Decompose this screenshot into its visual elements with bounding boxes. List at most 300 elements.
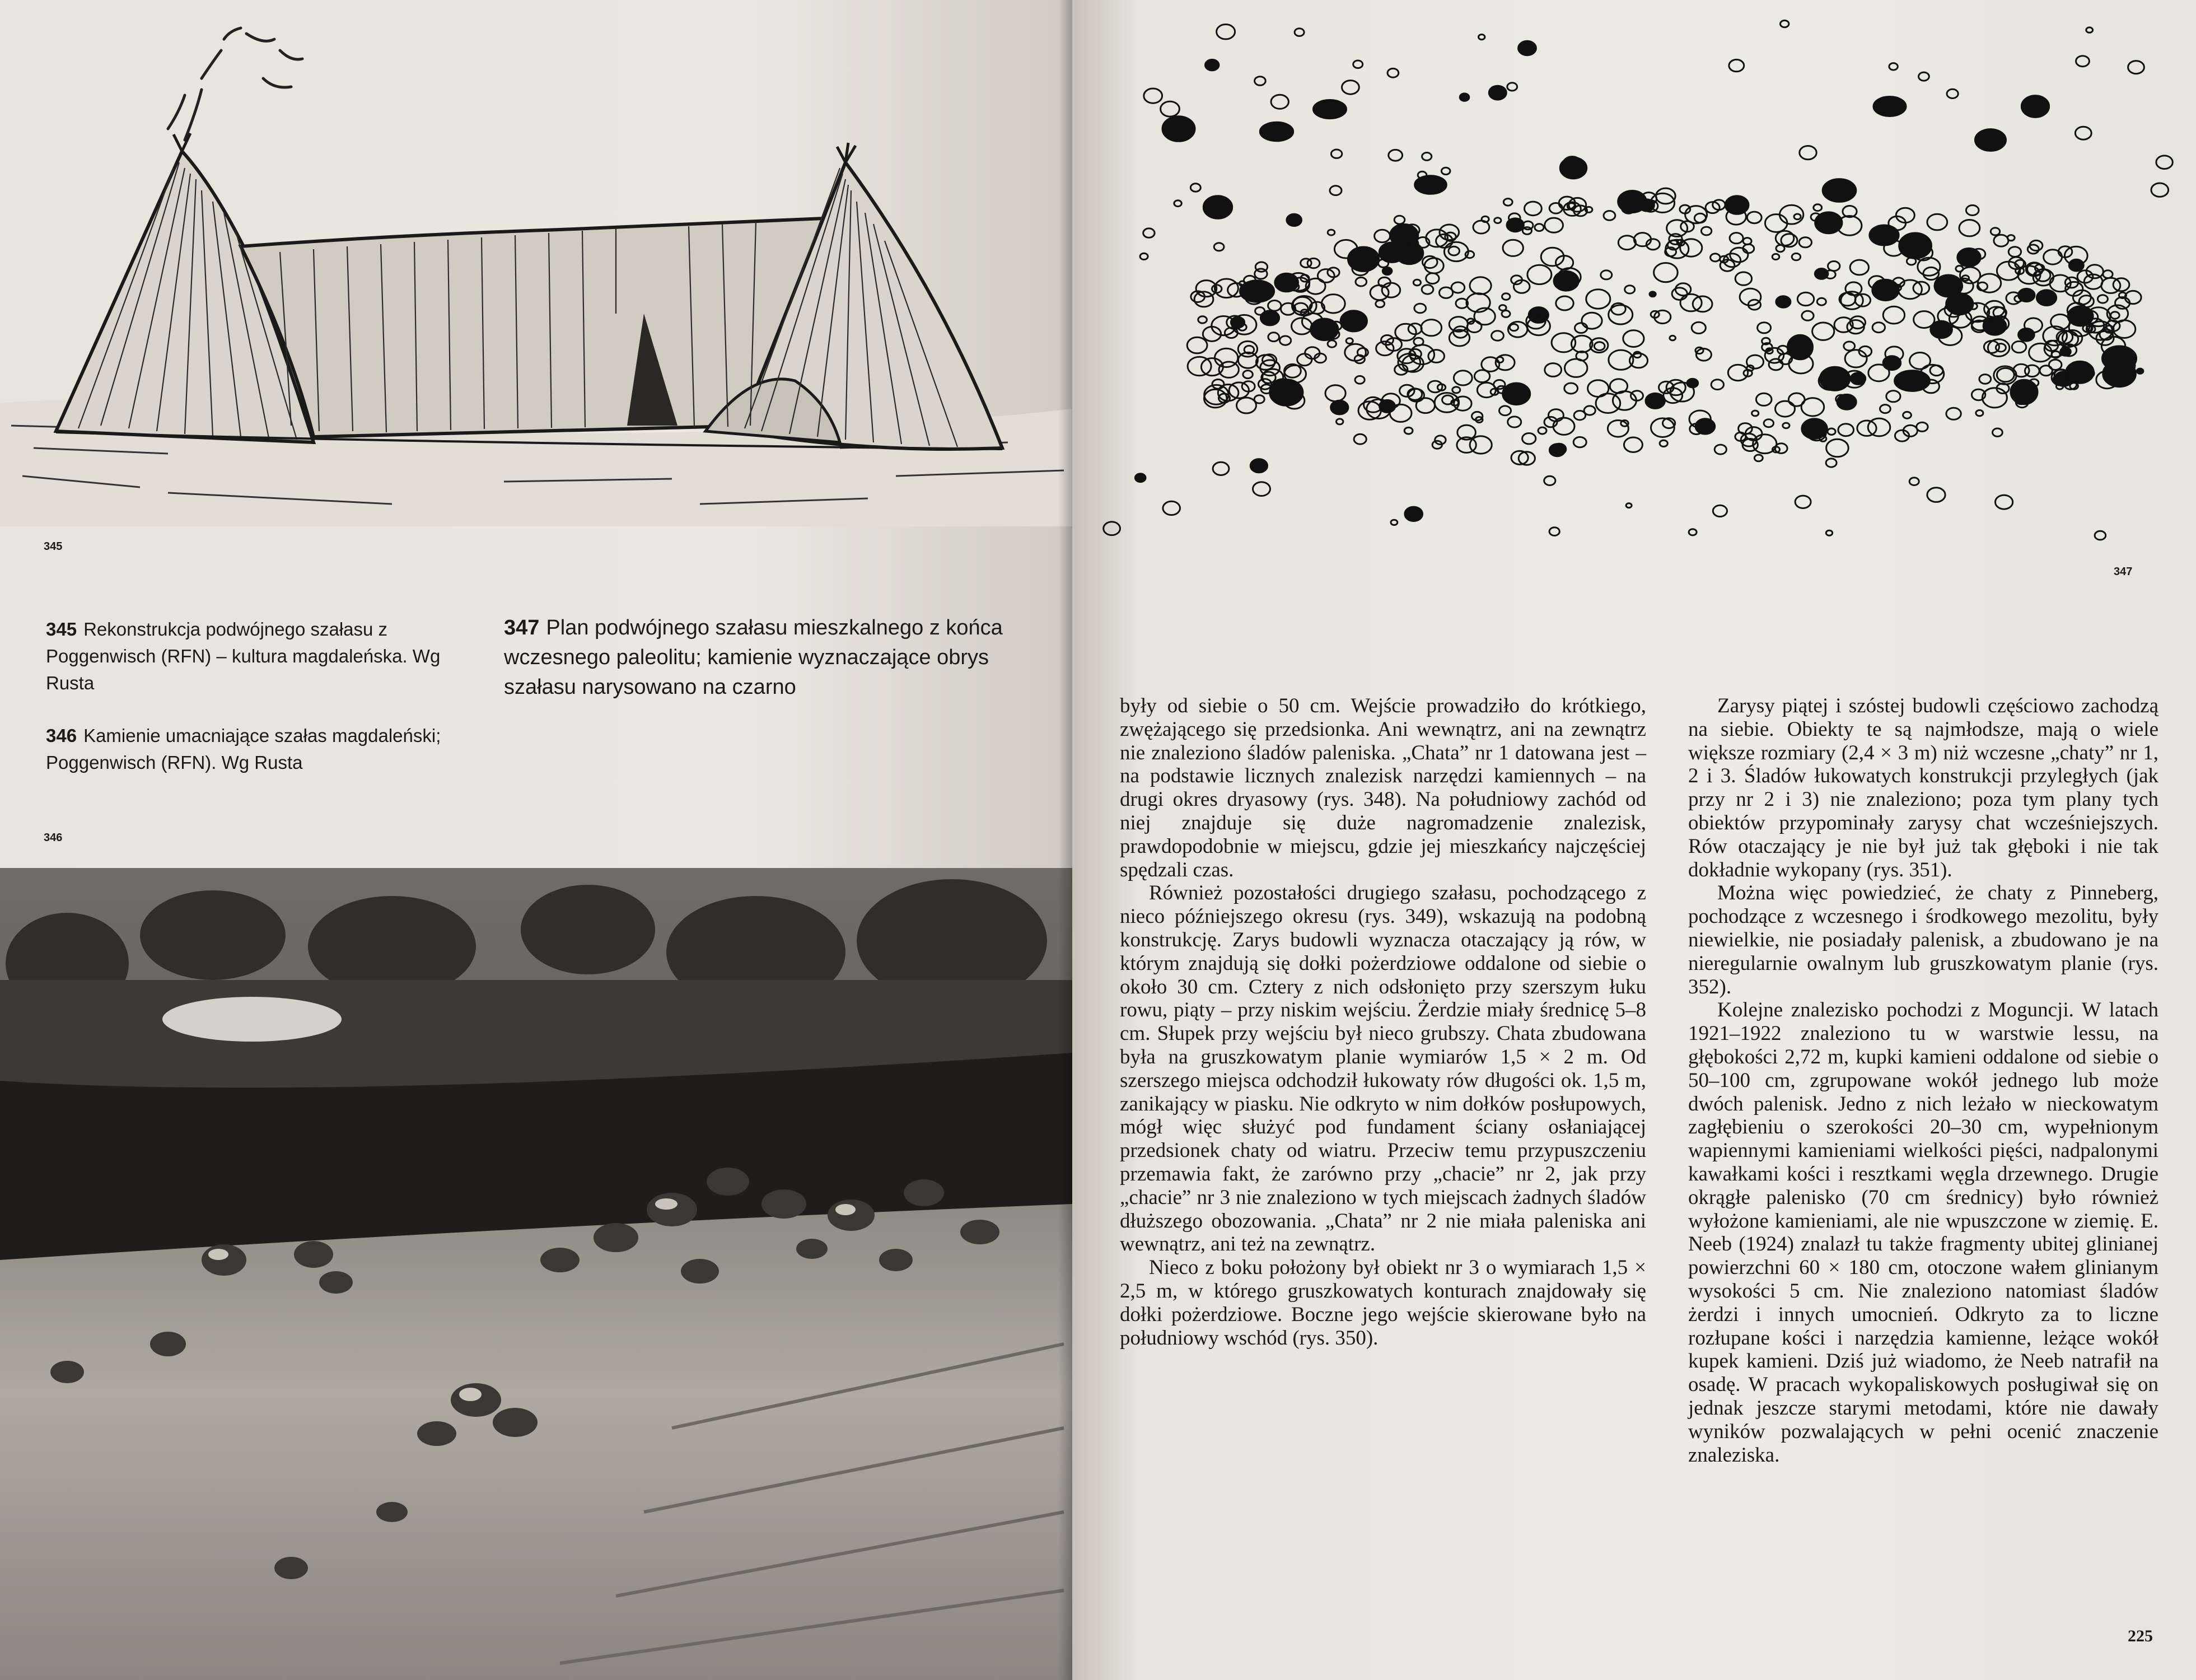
stone-mark (1753, 435, 1777, 454)
stone-mark (1713, 505, 1727, 516)
stone-mark (1772, 254, 1779, 259)
stone-mark (1214, 243, 1224, 251)
stone-mark (1237, 398, 1256, 413)
stone-mark (1391, 520, 1398, 525)
stone-mark (1623, 330, 1644, 347)
stone-mark (1472, 412, 1483, 420)
stone-mark (1701, 227, 1711, 235)
stone-mark (1317, 269, 1334, 283)
outline-stone-mark (1287, 214, 1302, 226)
stone-mark (1307, 258, 1320, 268)
outline-stone-mark (1135, 474, 1146, 482)
stone-mark (1752, 410, 1759, 416)
caption-347 (504, 613, 1030, 703)
stone-mark (1390, 404, 1412, 422)
stone-mark (1422, 285, 1433, 294)
stone-mark (1660, 440, 1667, 446)
stone-mark (1776, 245, 1784, 252)
stone-mark (2007, 235, 2015, 241)
outline-stone-mark (1883, 356, 1901, 370)
stone-mark (1527, 265, 1552, 284)
stone-mark (1268, 301, 1281, 311)
stone-mark (1582, 312, 1602, 329)
stone-mark (1441, 167, 1450, 174)
stone-mark (1553, 418, 1574, 435)
stone-mark (1479, 35, 1485, 40)
text-column-1 (1120, 694, 1646, 1350)
stone-mark (1889, 63, 1898, 70)
stone-mark (1421, 320, 1442, 336)
stone-mark (1728, 365, 1748, 380)
paragraph: Można więc powiedzieć, że chaty z Pinneberg, pochodzące z wczesnego i środkowego mezolitu, były niewielkie, nie posiadały palenisk, a zbudowano je na nieregularnie owalnym lub gruszkowatym planie (rys. 352). (1688, 881, 2158, 998)
stone-mark (1556, 296, 1573, 310)
outline-stone-mark (1646, 393, 1665, 408)
stone-mark (1795, 496, 1811, 508)
stone-mark (1442, 395, 1454, 404)
stone-mark (1321, 295, 1345, 313)
stone-mark (1584, 406, 1595, 415)
stone-mark (1342, 81, 1359, 95)
stone-mark (1414, 338, 1423, 346)
stone-mark (1801, 398, 1824, 416)
stone-mark (1428, 350, 1445, 363)
stone-mark (1499, 406, 1511, 416)
stone-mark (1454, 396, 1471, 410)
stone-mark (1947, 89, 1958, 98)
stone-mark (1525, 202, 1542, 216)
stone-mark (1215, 348, 1238, 367)
stone-mark (1997, 368, 2014, 382)
stone-mark (1337, 419, 1343, 424)
stone-mark (1502, 310, 1510, 317)
stone-mark (2097, 295, 2108, 303)
stone-mark (1735, 272, 1751, 285)
stone-mark (1297, 354, 1312, 366)
text-column-2 (1688, 694, 2158, 1467)
stone-mark (1305, 347, 1320, 359)
stone-mark (1503, 199, 1512, 206)
outline-stone-mark (1823, 179, 1856, 202)
stone-mark (1413, 279, 1421, 286)
stone-mark (2025, 365, 2039, 377)
stone-mark (1414, 304, 1426, 313)
stone-mark (1451, 282, 1465, 293)
stone-mark (1608, 421, 1628, 437)
stone-mark (1610, 379, 1627, 393)
stone-mark (1510, 324, 1518, 331)
outline-stone-mark (1379, 242, 1404, 263)
stone-mark (1426, 273, 1439, 284)
stone-mark (1549, 528, 1559, 536)
outline-stone-mark (1240, 281, 1274, 302)
stone-mark (2076, 56, 2090, 67)
outline-stone-mark (1348, 247, 1379, 271)
stone-mark (2151, 183, 2169, 197)
stone-mark (1880, 405, 1891, 413)
outline-stone-mark (1415, 176, 1447, 194)
stone-mark (1618, 236, 1636, 250)
outline-stone-mark (2102, 346, 2137, 371)
caption-346-text: Kamienie umacniające szałas magdaleński; Poggenwisch (RFN). Wg Rusta (46, 725, 441, 773)
stone-mark (1776, 401, 1795, 417)
excavation-photo (0, 868, 1072, 1680)
outline-stone-mark (2060, 348, 2071, 356)
stone-mark (1573, 437, 1586, 447)
stone-mark (1454, 371, 1472, 385)
stone-mark (1565, 359, 1587, 377)
stone-mark (1502, 293, 1510, 300)
stone-mark (1253, 482, 1270, 496)
stone-mark (1886, 391, 1900, 402)
stone-mark (1946, 408, 1961, 419)
stone-mark (1844, 342, 1855, 351)
stone-mark (1792, 253, 1800, 260)
outline-stone-mark (1507, 218, 1524, 232)
outline-stone-mark (2019, 329, 2035, 342)
stone-mark (1828, 428, 1835, 435)
stone-mark (1991, 228, 1999, 235)
outline-stone-mark (2021, 96, 2049, 118)
stone-mark (1781, 21, 1789, 27)
stone-mark (1376, 300, 1385, 307)
stone-mark (2012, 341, 2026, 352)
outline-stone-mark (1549, 444, 1565, 456)
stone-mark (2113, 278, 2129, 291)
stone-mark (1828, 262, 1840, 271)
stone-mark (1729, 59, 1744, 71)
stone-mark (1797, 292, 1814, 306)
stone-mark (1730, 233, 1743, 244)
stone-mark (1776, 231, 1794, 245)
stone-mark (1564, 383, 1578, 394)
caption-345-number: 345 (46, 619, 77, 640)
stone-mark (1838, 424, 1854, 436)
stone-mark (1993, 428, 2003, 436)
stone-mark (1588, 380, 1609, 397)
stone-mark (1730, 248, 1748, 262)
stone-mark (1783, 423, 1789, 428)
outline-stone-mark (2137, 368, 2143, 374)
caption-347-number: 347 (504, 616, 540, 640)
double-hut-illustration (0, 0, 1072, 526)
stone-mark (1765, 214, 1787, 232)
stone-mark (2040, 366, 2052, 376)
outline-stone-mark (1851, 373, 1865, 385)
outline-stone-mark (1260, 122, 1293, 141)
stone-mark (1872, 323, 1885, 333)
stone-mark (1161, 101, 1180, 116)
outline-stone-mark (1975, 129, 2006, 151)
stone-mark (1190, 184, 1200, 192)
outline-stone-mark (1872, 279, 1899, 300)
stone-mark (1826, 459, 1837, 467)
stone-mark (1626, 503, 1632, 508)
outline-stone-mark (1405, 507, 1423, 521)
stone-mark (1624, 437, 1642, 452)
stone-mark (1163, 501, 1180, 515)
outline-stone-mark (1162, 116, 1195, 142)
stone-mark (1903, 412, 1912, 418)
stone-mark (1424, 258, 1443, 273)
stone-mark (2101, 278, 2120, 293)
caption-345-text: Rekonstrukcja podwójnego szałasu z Poggenwisch (RFN) – kultura magdaleńska. Wg Rusta (46, 619, 441, 693)
left-page (0, 0, 1072, 1680)
outline-stone-mark (1695, 419, 1715, 434)
stone-mark (1927, 488, 1945, 502)
stone-mark (1680, 239, 1702, 256)
stone-mark (1959, 220, 1980, 236)
stone-mark (1508, 417, 1521, 427)
stone-mark (1452, 387, 1460, 393)
outline-stone-mark (1554, 271, 1578, 291)
caption-345 (46, 616, 471, 697)
stone-mark (1747, 212, 1762, 223)
stone-mark (1756, 393, 1772, 405)
stone-mark (1295, 29, 1304, 36)
right-page (1072, 0, 2196, 1680)
stone-mark (1919, 72, 1929, 81)
stone-mark (1656, 188, 1675, 204)
stone-mark (2044, 250, 2062, 264)
outline-stone-mark (1206, 59, 1219, 70)
stone-mark (1325, 385, 1345, 402)
stone-mark (1775, 444, 1787, 454)
stone-mark (1845, 282, 1862, 295)
stone-mark (1494, 218, 1501, 223)
stone-mark (1416, 398, 1435, 413)
stone-mark (1613, 391, 1636, 410)
stone-mark (1826, 439, 1849, 457)
stone-mark (1799, 237, 1811, 248)
stone-mark (1740, 288, 1761, 305)
stone-mark (1629, 353, 1647, 368)
stone-mark (1255, 262, 1267, 272)
stone-mark (1356, 277, 1367, 286)
stone-mark (1812, 323, 1834, 340)
outline-stone-mark (1382, 267, 1392, 274)
stone-mark (2128, 61, 2144, 74)
stone-mark (1376, 342, 1394, 356)
stone-mark (1104, 522, 1120, 535)
stone-mark (1254, 395, 1264, 403)
stone-mark (1794, 214, 1801, 220)
stone-mark (1522, 433, 1536, 444)
stone-mark (1966, 206, 1979, 216)
stone-mark (1331, 150, 1342, 158)
stone-mark (1930, 365, 1943, 375)
stone-mark (1826, 530, 1832, 535)
stone-mark (1394, 216, 1405, 224)
outline-stone-mark (1618, 191, 1647, 213)
stone-mark (1174, 200, 1181, 207)
stone-mark (1213, 462, 1229, 475)
stone-mark (1375, 230, 1390, 242)
stone-mark (1711, 380, 1723, 390)
stone-mark (1370, 285, 1389, 300)
outline-stone-mark (2011, 380, 2038, 404)
stone-mark (1956, 266, 1963, 272)
stone-mark (1984, 341, 1999, 353)
stone-mark (1494, 380, 1505, 389)
stone-mark (2156, 156, 2172, 169)
stone-mark (1243, 371, 1253, 379)
outline-stone-mark (1460, 94, 1469, 101)
stone-mark (1492, 331, 1504, 340)
stone-mark (1330, 186, 1342, 195)
stone-mark (1256, 355, 1274, 370)
stone-mark (2029, 343, 2052, 362)
stone-mark (1544, 476, 1555, 485)
stone-mark (1868, 418, 1890, 436)
outline-stone-mark (1489, 86, 1506, 100)
stone-mark (1187, 337, 1207, 353)
figure-345-number: 345 (44, 540, 63, 553)
caption-347-text: Plan podwójnego szałasu mieszkalnego z końca wczesnego paleolitu; kamienie wyznaczające obrys szałasu narysowano na czarno (504, 616, 1003, 699)
stone-mark (1694, 213, 1706, 222)
stone-mark (1395, 324, 1416, 340)
stone-mark (2113, 320, 2136, 338)
caption-346 (46, 722, 471, 776)
stone-mark (1693, 296, 1712, 312)
stone-mark (2095, 531, 2106, 540)
stone-mark (1382, 283, 1400, 297)
outline-stone-mark (2069, 259, 2083, 271)
stone-mark (1689, 529, 1697, 535)
outline-stone-mark (1560, 157, 1586, 179)
stone-mark (1280, 336, 1291, 345)
stone-mark (1389, 150, 1403, 161)
stone-mark (1883, 306, 1904, 324)
paragraph: Nieco z boku położony był obiekt nr 3 o wymiarach 1,5 × 2,5 m, w którego gruszkowatych konturach znajdowały się dołki pożerdziowe. Boczne jego wejście skierowane było na południowy wschód (rys. 350). (1120, 1256, 1646, 1350)
stone-mark (2086, 27, 2093, 32)
stone-mark (1594, 342, 1605, 351)
stone-mark (1140, 253, 1148, 259)
stone-mark (1422, 153, 1432, 161)
stone-mark (1670, 335, 1676, 340)
outline-stone-mark (1870, 225, 1899, 245)
stone-mark (1255, 77, 1266, 86)
outline-stone-mark (1815, 269, 1828, 279)
stone-mark (1144, 88, 1162, 103)
stone-mark (1470, 277, 1491, 295)
figure-347-number: 347 (2114, 566, 2133, 578)
stone-mark (1346, 338, 1353, 344)
outline-stone-mark (1260, 311, 1279, 325)
outline-stone-mark (1650, 292, 1656, 297)
stone-mark (1601, 270, 1612, 279)
stone-mark (1354, 434, 1366, 444)
paragraph: Kolejne znalezisko pochodzi z Moguncji. W latach 1921–1922 znaleziono tu w warstwie lessu, na głębokości 2,72 m, kupki kamieni oddalone od siebie o 50–100 cm, zgrupowane wokół jednego lub może dwóch palenisk. Jedno z nich leżało w nieckowatym zagłębieniu o szerokości 20–30 cm, wypełnionym wapiennymi kamieniami wielkości pięści, nadpalonymi kawałkami kości i resztkami węgla drzewnego. Drugie okrągłe palenisko (70 cm średnicy) było również wyłożone kamieniami, ale nie wpuszczone w ziemię. E. Neeb (1924) znalazł tu także fragmenty ubitej glinianej powierzchni 60 × 180 cm, otoczone wałem glinianym wysokości 5 cm. Nie znaleziono natomiast śladów żerdzi i innych umocnień. Odkryto za to liczne rozłupane kości i narzędzia kamienne, leżące wokół kupek kamieni. Dziś już wiadomo, że Neeb natrafił na osadę. W pracach wykopaliskowych posługiwał się on jednak jeszcze starymi metodami, które nie dawały wyników pozwalających w pełni ocenić znaczenie znaleziska. (1688, 998, 2158, 1467)
stone-mark (1672, 288, 1687, 300)
stone-mark (1845, 350, 1867, 367)
stone-mark (1353, 60, 1363, 68)
stone-mark (2075, 127, 2091, 139)
outline-stone-mark (1895, 371, 1930, 391)
stone-mark (1764, 419, 1773, 427)
stone-mark (1404, 427, 1413, 434)
stone-mark (1927, 214, 1947, 230)
stone-mark (2103, 270, 2113, 278)
outline-stone-mark (1957, 248, 1980, 266)
stone-mark (1538, 427, 1546, 434)
stone-mark (1800, 146, 1816, 160)
stone-mark (1535, 224, 1544, 231)
stone-mark (1545, 218, 1563, 232)
outline-stone-mark (1873, 97, 1906, 116)
outline-stone-mark (1250, 459, 1267, 473)
stone-mark (1814, 204, 1822, 211)
stone-mark (1654, 263, 1678, 282)
stone-mark (1214, 279, 1238, 298)
stone-mark (1625, 286, 1635, 293)
stone-mark (1917, 422, 1928, 431)
stone-mark (1268, 333, 1279, 342)
stone-mark (1355, 376, 1365, 384)
stone-mark (1758, 323, 1771, 333)
stone-mark (1387, 68, 1399, 77)
stone-mark (1910, 353, 1931, 370)
stone-mark (1918, 258, 1940, 276)
stone-mark (1196, 281, 1217, 297)
stone-mark (2008, 247, 2021, 257)
stone-mark (1328, 340, 1336, 347)
stone-plan-map (1072, 0, 2196, 560)
outline-stone-mark (1776, 296, 1791, 307)
stone-mark (1982, 388, 2007, 408)
figure-346-number: 346 (44, 832, 63, 844)
stone-mark (1143, 228, 1155, 237)
stone-mark (1914, 311, 1935, 328)
stone-mark (1217, 25, 1235, 39)
stone-mark (1198, 316, 1207, 323)
stone-mark (1428, 381, 1442, 393)
outline-stone-mark (1314, 100, 1347, 118)
stone-mark (1545, 363, 1562, 377)
stone-mark (1747, 355, 1764, 368)
outline-stone-mark (1788, 335, 1813, 360)
outline-stone-mark (1503, 383, 1530, 405)
stone-mark (1435, 436, 1446, 445)
stone-mark (1817, 298, 1826, 305)
stone-mark (1979, 375, 1991, 384)
stone-mark (2125, 291, 2141, 304)
paragraph: Również pozostałości drugiego szałasu, pochodzącego z nieco późniejszego okresu (rys. 349), wskazują na podobną konstrukcję. Zarys budowli wyznacza otaczający ją rów, w którym znajdują się dołki pożerdziowe oddalone od siebie o około 30 cm. Cztery z nich odsłonięto przy szerszym łuku rowu, piąty – przy niskim wejściu. Żerdzie miały średnicę 5–8 cm. Słupek przy wejściu był nieco grubszy. Chata zbudowana była na gruszkowatym planie wymiarów 1,5 × 2 m. Od szerszego miejsca odchodził łukowaty rów długości ok. 1,5 m, zanikający w piasku. Nie odkryto w nim dołków posłupowych, mógł więc służyć pod fundament ściany osłaniającej przedsionek chaty od wiatru. Przeciw temu przypuszczeniu przemawia fakt, że zarówno przy „chacie” nr 2, jak przy „chacie” nr 3 nie znaleziono w tych miejscach żadnych śladów dłuższego obozowania. „Chata” nr 2 nie miała paleniska ani wewnątrz, ani też na zewnątrz. (1120, 881, 1646, 1256)
stone-mark (1507, 83, 1517, 91)
stone-mark (1976, 410, 1983, 416)
outline-stone-mark (1518, 41, 1536, 55)
stone-mark (1503, 240, 1523, 256)
stone-mark (1271, 95, 1288, 109)
stone-mark (1994, 235, 2008, 246)
stone-mark (1692, 322, 1706, 333)
paragraph: były od siebie o 50 cm. Wejście prowadziło do krótkiego, zwężającego się przedsionka. Ani wewnątrz, ani na zewnątrz nie znaleziono śladów paleniska. „Chata” nr 1 datowana jest – na podstawie licznych znalezisk narzędzi kamiennych – na drugi okres dryasowy (rys. 348). Na południowy zachód od niej znajduje się duże nagromadzenie znalezisk, prawdopodobnie w miejscu, gdzie jej mieszkańcy najczęściej spędzali czas. (1120, 694, 1646, 881)
stone-mark (1499, 305, 1507, 311)
outline-stone-mark (1825, 375, 1835, 384)
outline-stone-mark (1331, 400, 1348, 414)
paragraph: Zarysy piątej i szóstej budowli częściowo zachodzą na siebie. Obiekty te są najmłodsze, mają o wiele większe rozmiary (2,4 × 3 m) niż wczesne „chaty” nr 1, 2 i 3. Śladów łukowatych konstrukcji przyległych (jak przy nr 2 i 3) nie znaleziono; poza tym plany tych obiektów przypominały zarysy chat wcześniejszych. Rów otaczający je nie był już tak głęboki i nie tak dokładnie wykopany (rys. 351). (1688, 694, 2158, 881)
stone-mark (1260, 360, 1280, 376)
stone-mark (1212, 380, 1224, 389)
stone-mark (1754, 455, 1763, 461)
stone-mark (1522, 227, 1531, 235)
caption-346-number: 346 (46, 725, 77, 746)
stone-mark (1802, 311, 1814, 320)
stone-mark (1711, 254, 1720, 262)
outline-stone-mark (2066, 361, 2094, 383)
stone-mark (1714, 445, 1726, 454)
stone-mark (1996, 495, 2013, 509)
stone-mark (1604, 211, 1615, 221)
